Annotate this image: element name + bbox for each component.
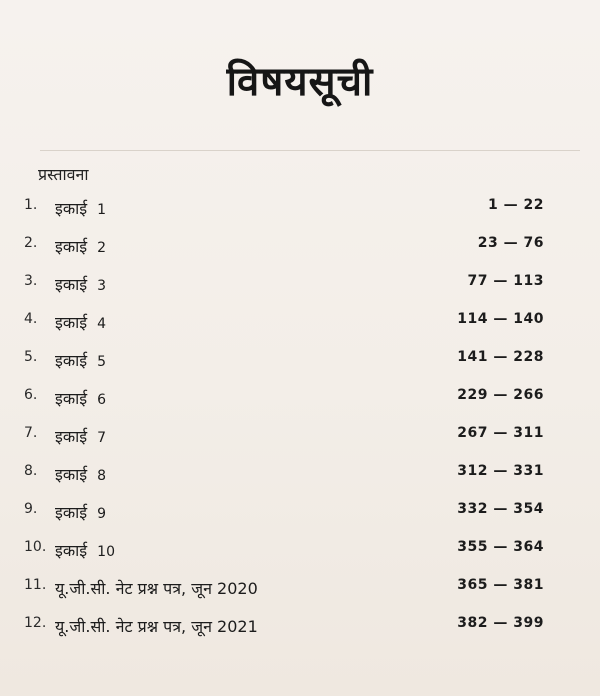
toc-entry: [0, 501, 600, 525]
toc-entry-label: [55, 197, 106, 219]
toc-entry-label: [55, 311, 106, 333]
toc-entry-label: [55, 463, 106, 485]
toc-entry-label: [55, 235, 106, 257]
toc-entry-number: 10.: [24, 539, 47, 555]
toc-entry-number: 1.: [24, 197, 38, 213]
toc-entry-unit: 1: [97, 202, 107, 218]
toc-entry-pages: 332 — 354: [457, 501, 544, 517]
toc-entry-unit: 2: [97, 240, 107, 256]
toc-entry-pages: 1 — 22: [488, 197, 544, 213]
toc-entry-unit: 8: [97, 468, 107, 484]
toc-entry-unit: 5: [97, 354, 107, 370]
bleed-through-rule: [40, 150, 580, 151]
toc-entry-title: यू.जी.सी. नेट प्रश्न पत्र, जून 2021: [55, 617, 258, 636]
toc-entry-pages: 141 — 228: [457, 349, 544, 365]
toc-entry-unit: 6: [97, 392, 107, 408]
toc-entry-title: इकाई: [55, 389, 88, 408]
toc-entry-title: इकाई: [55, 503, 88, 522]
toc-entry-pages: 355 — 364: [457, 539, 544, 555]
toc-entry-pages: 312 — 331: [457, 463, 544, 479]
toc-entry-number: 8.: [24, 463, 38, 479]
toc-entry-pages: 23 — 76: [477, 235, 544, 251]
toc-entry: [0, 197, 600, 221]
toc-entry-title: इकाई: [55, 275, 88, 294]
toc-entry-label: [55, 387, 106, 409]
toc-entry-number: 6.: [24, 387, 38, 403]
toc-entry-unit: 7: [97, 430, 107, 446]
toc-entry-title: इकाई: [55, 427, 88, 446]
toc-entry-number: 9.: [24, 501, 38, 517]
toc-entry-label: [55, 501, 106, 523]
toc-entry-number: 3.: [24, 273, 38, 289]
toc-entry-title: इकाई: [55, 313, 88, 332]
toc-entry: [0, 235, 600, 259]
toc-entry: [0, 463, 600, 487]
toc-entry-pages: 229 — 266: [457, 387, 544, 403]
toc-entry: [0, 425, 600, 449]
toc-entry-unit: 9: [97, 506, 107, 522]
toc-entry-pages: 77 — 113: [467, 273, 544, 289]
toc-entry-pages: 365 — 381: [457, 577, 544, 593]
toc-entry-number: 12.: [24, 615, 47, 631]
toc-entry: [0, 577, 600, 601]
toc-entry-title: इकाई: [55, 541, 88, 560]
toc-entry-title: इकाई: [55, 237, 88, 256]
toc-entry-number: 2.: [24, 235, 38, 251]
toc-entry: [0, 273, 600, 297]
toc-entry-title: यू.जी.सी. नेट प्रश्न पत्र, जून 2020: [55, 579, 258, 598]
toc-entry-label: [55, 577, 258, 599]
toc-entry-number: 11.: [24, 577, 47, 593]
toc-entry: [0, 349, 600, 373]
toc-entry-unit: 3: [97, 278, 107, 294]
toc-entry-label: [55, 425, 106, 447]
toc-entry-title: इकाई: [55, 351, 88, 370]
toc-entry-unit: 4: [97, 316, 107, 332]
toc-entry-number: 7.: [24, 425, 38, 441]
toc-entry-number: 4.: [24, 311, 38, 327]
toc-entry-label: [55, 273, 106, 295]
toc-entry-title: इकाई: [55, 199, 88, 218]
toc-entry-label: [55, 615, 258, 637]
toc-entry-number: 5.: [24, 349, 38, 365]
toc-entry: [0, 311, 600, 335]
toc-entry: [0, 539, 600, 563]
toc-entry-label: [55, 349, 106, 371]
preface-entry: प्रस्तावना: [38, 165, 89, 184]
toc-entry-label: [55, 539, 115, 561]
toc-entry-unit: 10: [97, 544, 115, 560]
toc-entry-pages: 382 — 399: [457, 615, 544, 631]
toc-entry: [0, 387, 600, 411]
toc-entry-pages: 114 — 140: [457, 311, 544, 327]
toc-entry: [0, 615, 600, 639]
page-title: विषयसूची: [226, 59, 374, 105]
toc-entry-title: इकाई: [55, 465, 88, 484]
toc-entry-pages: 267 — 311: [457, 425, 544, 441]
